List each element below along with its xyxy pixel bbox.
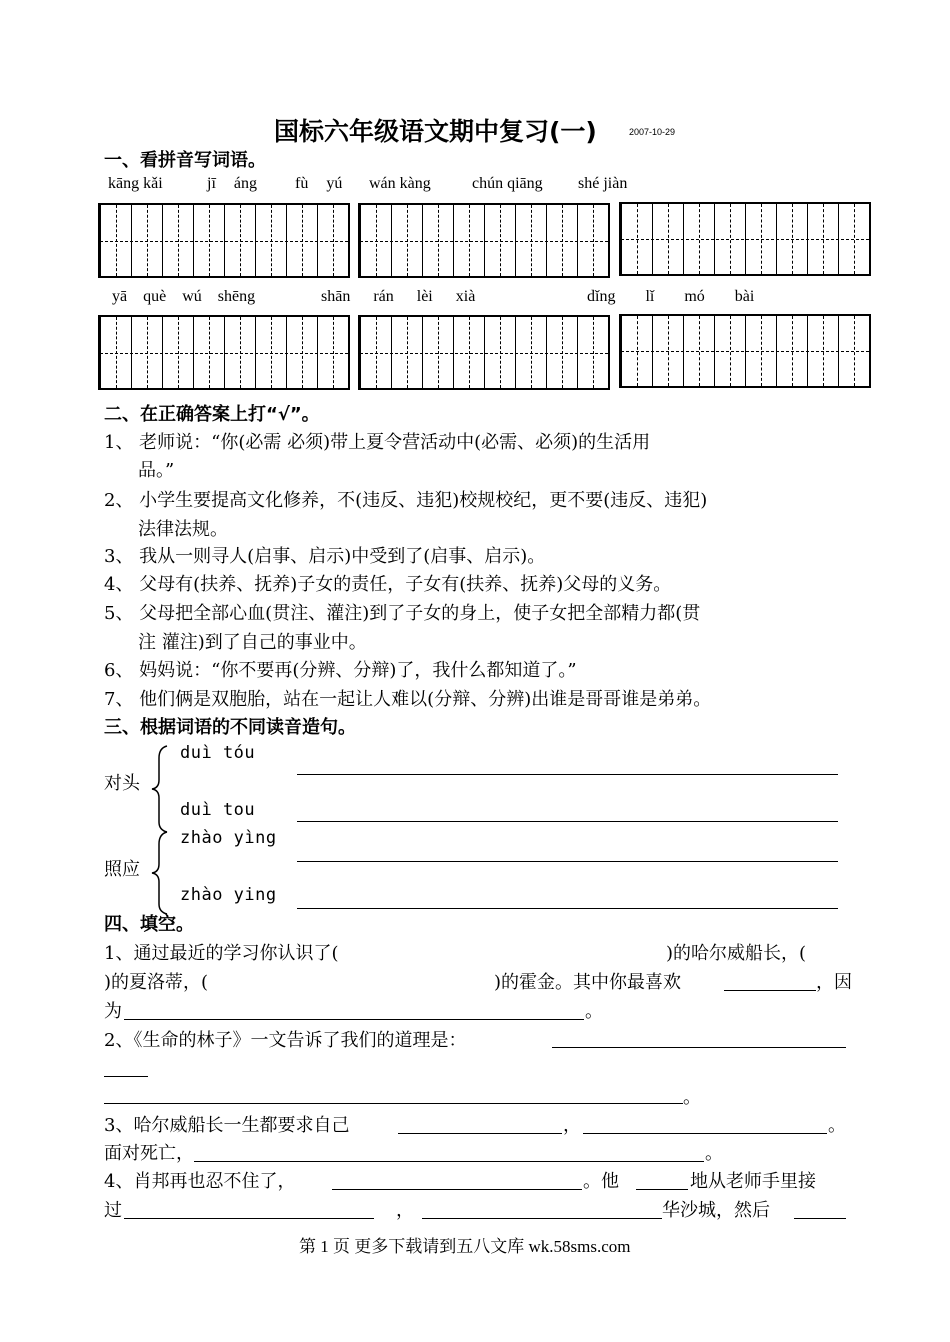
section1-heading: 一、看拼音写词语。	[104, 150, 266, 171]
page-footer: 第 1 页 更多下载请到五八文库 wk.58sms.com	[299, 1237, 631, 1256]
reading-pinyin: duì tou	[180, 800, 256, 820]
answer-line[interactable]	[332, 1189, 582, 1190]
question-text: ，	[563, 1115, 581, 1136]
question-text: 。	[683, 1087, 701, 1108]
answer-line[interactable]	[422, 1218, 662, 1219]
question-line: 6、 妈妈说：“你不要再(分辨、分辩)了，我什么都知道了。”	[104, 660, 577, 681]
pinyin-word: fù yú	[295, 175, 343, 192]
reading-pinyin: zhào yìng	[180, 828, 277, 848]
question-line: 法律法规。	[138, 519, 228, 540]
question-text: 为	[104, 1001, 122, 1022]
pinyin-word: shān rán lèi xià	[321, 288, 476, 305]
answer-line[interactable]	[297, 821, 838, 822]
pinyin-word: chún qiāng	[472, 175, 543, 192]
date-label: 2007-10-29	[629, 127, 676, 137]
answer-line[interactable]	[794, 1218, 846, 1219]
answer-line[interactable]	[398, 1133, 562, 1134]
answer-line[interactable]	[724, 990, 816, 991]
question-text: )的哈尔威船长，(	[666, 943, 807, 964]
question-line: 5、 父母把全部心血(贯注、灌注)到了子女的身上，使子女把全部精力都(贯	[104, 603, 701, 624]
question-line: 4、 父母有(扶养、抚养)子女的责任，子女有(扶养、抚养)父母的义务。	[104, 574, 672, 595]
question-text: 3、哈尔威船长一生都要求自己	[104, 1115, 350, 1136]
writing-grid[interactable]	[619, 314, 871, 388]
question-text: )的夏洛蒂，(	[104, 972, 209, 993]
answer-line[interactable]	[552, 1047, 846, 1048]
answer-line[interactable]	[297, 861, 838, 862]
answer-line[interactable]	[124, 1019, 584, 1020]
answer-line[interactable]	[194, 1161, 704, 1162]
answer-line[interactable]	[104, 1076, 148, 1077]
question-line: 3、 我从一则寻人(启事、启示)中受到了(启事、启示)。	[104, 546, 546, 567]
question-line: 2、 小学生要提高文化修养，不(违反、违犯)校规校纪，更不要(违反、违犯)	[104, 490, 708, 511]
question-text: 地从老师手里接	[690, 1171, 816, 1192]
brace-icon	[150, 830, 170, 916]
reading-pinyin: duì tóu	[180, 743, 256, 763]
question-text: 。	[828, 1115, 846, 1136]
question-text: 。	[705, 1143, 723, 1164]
answer-line[interactable]	[297, 908, 838, 909]
pinyin-word: shé jiàn	[578, 175, 628, 192]
writing-grid[interactable]	[619, 202, 871, 276]
question-line: 1、 老师说：“你(必需 必须)带上夏令营活动中(必需、必须)的生活用	[104, 432, 651, 453]
question-text: 。他	[583, 1171, 619, 1192]
question-text: 2、《生命的林子》一文告诉了我们的道理是：	[104, 1030, 467, 1051]
question-text: 1、通过最近的学习你认识了(	[104, 943, 339, 964]
answer-line[interactable]	[124, 1218, 374, 1219]
question-text: 。	[585, 1001, 603, 1022]
question-text: ，因	[816, 972, 852, 993]
reading-pinyin: zhào ying	[180, 885, 277, 905]
word-label: 照应	[104, 859, 140, 880]
section4-heading: 四、填空。	[104, 914, 194, 935]
section2-heading: 二、在正确答案上打“√”。	[104, 404, 320, 425]
pinyin-word: jī áng	[207, 175, 257, 192]
answer-line[interactable]	[636, 1189, 688, 1190]
question-text: ，	[396, 1200, 414, 1221]
writing-grid[interactable]	[98, 203, 350, 278]
answer-line[interactable]	[583, 1133, 827, 1134]
question-line: 7、 他们俩是双胞胎，站在一起让人难以(分辩、分辨)出谁是哥哥谁是弟弟。	[104, 689, 712, 710]
question-text: 过	[104, 1200, 122, 1221]
answer-line[interactable]	[297, 774, 838, 775]
question-text: 4、肖邦再也忍不住了，	[104, 1171, 296, 1192]
question-line: 注 灌注)到了自己的事业中。	[138, 632, 367, 653]
question-text: )的霍金。其中你最喜欢	[494, 972, 682, 993]
writing-grid[interactable]	[358, 315, 610, 390]
pinyin-word: kāng kǎi	[108, 175, 163, 192]
section3-heading: 三、根据词语的不同读音造句。	[104, 717, 356, 738]
page-title: 国标六年级语文期中复习(一)	[274, 117, 597, 146]
question-text: 华沙城，然后	[662, 1200, 770, 1221]
question-line: 品。”	[138, 460, 175, 481]
pinyin-word: yā què wú shēng	[112, 288, 256, 305]
writing-grid[interactable]	[358, 203, 610, 278]
brace-icon	[150, 744, 170, 834]
answer-line[interactable]	[104, 1103, 683, 1104]
pinyin-word: wán kàng	[369, 175, 431, 192]
writing-grid[interactable]	[98, 315, 350, 390]
pinyin-word: dǐng lǐ mó bài	[587, 288, 755, 305]
word-label: 对头	[104, 773, 140, 794]
question-text: 面对死亡，	[104, 1143, 194, 1164]
